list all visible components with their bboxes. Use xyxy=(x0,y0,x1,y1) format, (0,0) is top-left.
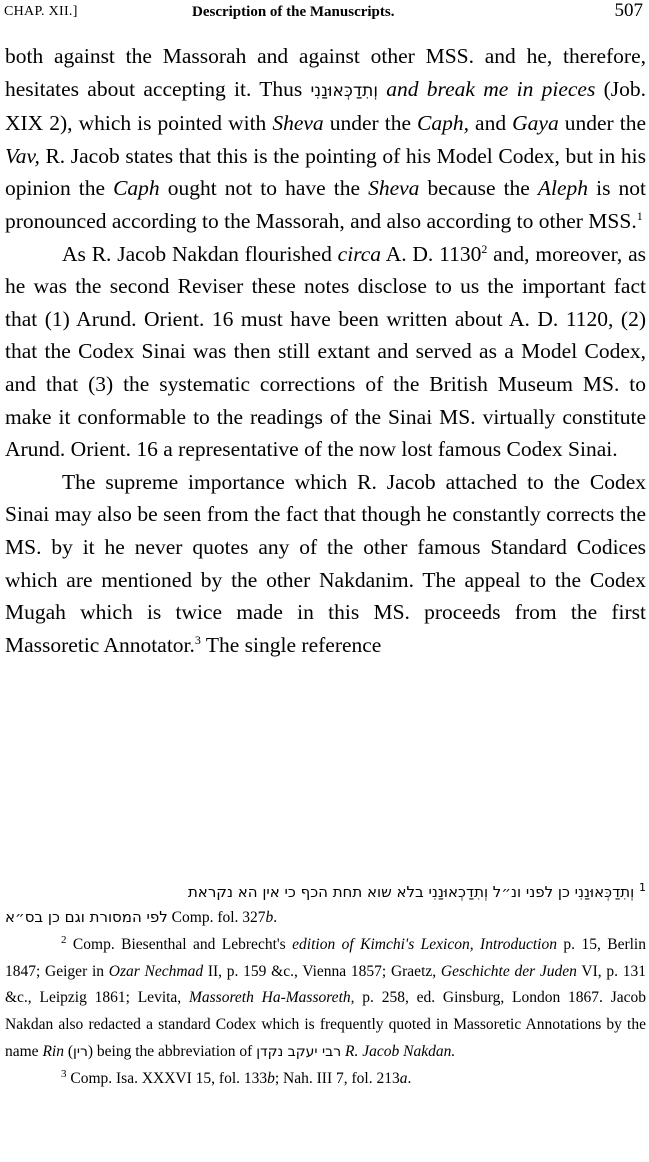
italic-run: Aleph xyxy=(537,176,589,201)
paragraph-2 xyxy=(5,238,646,466)
italic-run: b xyxy=(267,1069,275,1087)
chapter-label: CHAP. XII.] xyxy=(4,4,78,19)
italic-run: Sheva xyxy=(272,111,324,136)
italic-run: Caph xyxy=(113,176,160,201)
footnote-number: 3 xyxy=(61,1067,67,1080)
italic-run: Ozar Nechmad xyxy=(108,962,204,980)
footnote-1-continued xyxy=(5,904,646,932)
italic-run: Sheva xyxy=(368,176,420,201)
footnote-ref-1: 1 xyxy=(636,208,643,223)
footnote-ref-3: 3 xyxy=(194,632,201,647)
italic-run: b xyxy=(265,909,274,926)
italic-run: circa xyxy=(337,241,382,266)
text-run: ( xyxy=(63,1042,74,1060)
footnote-3 xyxy=(5,1066,646,1093)
text-run: under the xyxy=(558,111,647,136)
main-text xyxy=(5,40,646,661)
hebrew-word: וְתִדַכְּאוּנַנִי xyxy=(310,80,378,101)
text-run: because the xyxy=(419,176,538,201)
page-number: 507 xyxy=(614,0,643,21)
text-run: and, moreover, as he was the second Reviser these notes disclose to us the important fact that (1) Arund. Orient. 16 must have been written about A. D. 1120, (2) that the Codex Sinai was then still extant and served as a Model Codex, and that (3) the systematic corrections of the British Museum MS. to make it conformable to the readings of the Sinai MS. virtually constitute Arund. Orient. 16 a representative of the now lost famous Codex Sinai. xyxy=(5,241,646,462)
italic-run: R. Jacob Nakdan. xyxy=(345,1042,456,1060)
text-run: . xyxy=(407,1069,412,1087)
text-run: and xyxy=(469,111,513,136)
text-run: VI, p. 131 &c., Leipzig 1861; Levita, xyxy=(5,962,646,1007)
text-run: ) being the abbreviation of xyxy=(87,1042,257,1060)
text-run: A. D. 1130 xyxy=(381,241,482,266)
italic-run: Rin xyxy=(42,1042,64,1060)
footnote-number: 1 xyxy=(639,881,646,894)
footnote-ref-2: 2 xyxy=(481,241,488,256)
italic-run: and break me in pieces xyxy=(386,76,596,101)
text-run: ought not to have the xyxy=(159,176,369,201)
italic-run: Gaya xyxy=(512,111,559,136)
text-run: . xyxy=(273,909,278,926)
text-run: The supreme importance which R. Jacob attached to the Codex Sinai may also be seen from the fact that though he constantly corrects the MS. by it he never quotes any of the other famous Standard Codices which are mentioned by the other Nakdanim. The appeal to the Codex Mugah which is twice made in this MS. proceeds from the first Massoretic Annotator. xyxy=(5,469,646,657)
text-run: R. Jacob states that this is the pointing of his Model Codex, but in his opinion the xyxy=(5,143,646,201)
hebrew-word: רין xyxy=(73,1043,88,1060)
italic-run: Geschichte der Juden xyxy=(440,962,577,980)
text-run: ; Nah. III 7, fol. 213 xyxy=(274,1069,400,1087)
text-run: is not pronounced according to the Massorah, and also according to other MSS. xyxy=(5,176,646,233)
text-run: Comp. Isa. XXXVI 15, fol. 133 xyxy=(66,1069,268,1087)
italic-run: a xyxy=(399,1069,408,1087)
footnote-1 xyxy=(5,880,646,904)
italic-run: Caph, xyxy=(417,111,469,136)
hebrew-note-line: וְתִדַכְּאוּנַנִי כן לפני ונ״ל וְתִדַכְאוּנַנִי בלא שוא תחת הכף כי אין הא נקראת xyxy=(187,883,635,901)
hebrew-note-line: לפי המסורת וגם כן בס״א xyxy=(5,908,168,926)
text-run: Comp. fol. 327 xyxy=(167,909,266,926)
running-header xyxy=(0,0,649,30)
text-run: both against the Massorah and against other MSS. and he, therefore, hesitates about accepting it. Thus xyxy=(5,44,646,101)
italic-run: edition of Kimchi's Lexicon, Introduction xyxy=(292,935,557,953)
footnote-number: 2 xyxy=(61,933,67,946)
footnote-2 xyxy=(5,932,646,1066)
text-run: Comp. Biesenthal and Lebrecht's xyxy=(66,935,293,953)
italic-run: Massoreth Ha-Massoreth, xyxy=(188,989,355,1007)
footnotes xyxy=(5,880,646,1093)
text-run: The single reference xyxy=(200,632,382,657)
hebrew-word: רבי יעקב נקדן xyxy=(256,1043,342,1060)
paragraph-1 xyxy=(5,40,646,238)
text-run: (Job. XIX 2), which is pointed with xyxy=(5,76,646,136)
running-title: Description of the Manuscripts. xyxy=(192,4,395,20)
italic-run: Vav, xyxy=(5,143,40,168)
paragraph-3 xyxy=(5,466,646,662)
text-run: under the xyxy=(323,111,418,136)
text-run: p. 258, ed. Ginsburg, London 1867. Jacob Nakdan also redacted a standard Codex which is frequently quoted in Massoretic Annotations by the name xyxy=(5,989,646,1060)
text-run: As R. Jacob Nakdan flourished xyxy=(62,241,338,266)
text-run: II, p. 159 &c., Vienna 1857; Graetz, xyxy=(203,962,441,980)
text-run: p. 15, Berlin 1847; Geiger in xyxy=(5,935,646,980)
